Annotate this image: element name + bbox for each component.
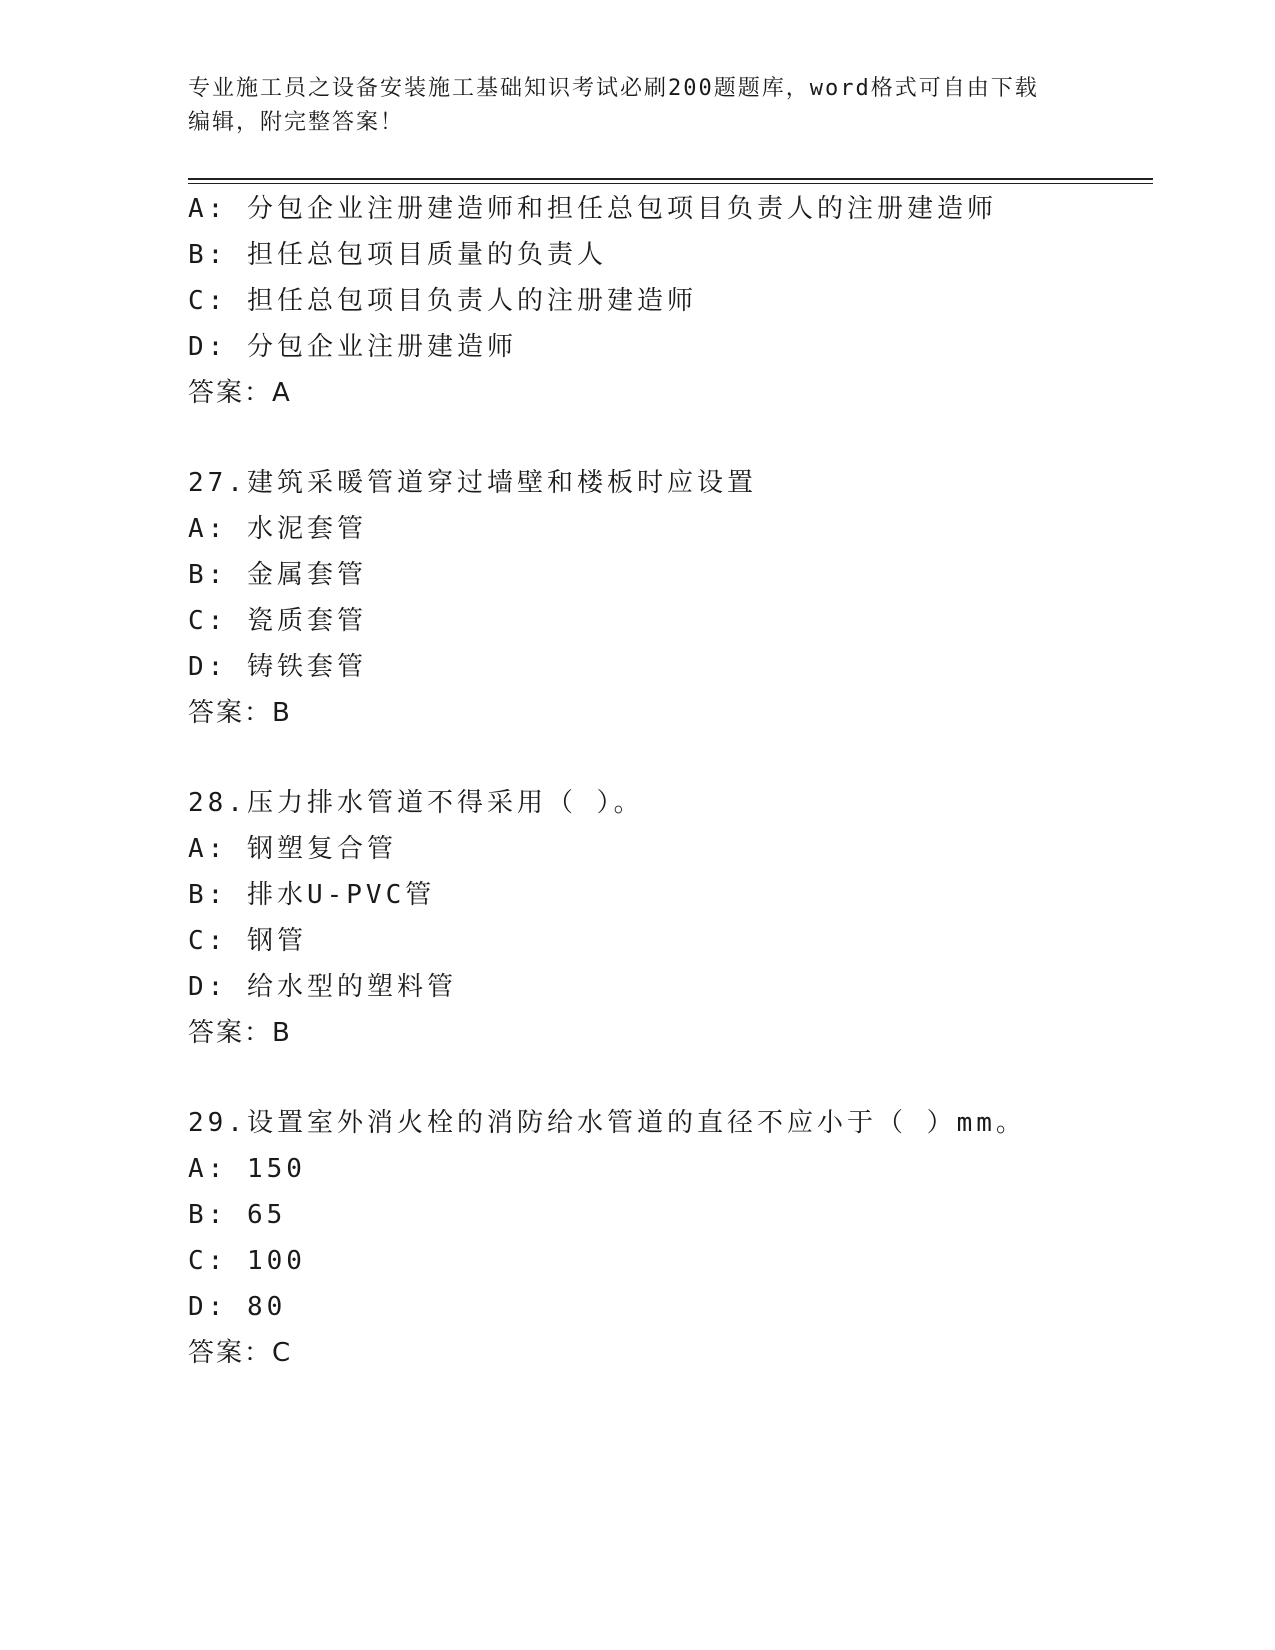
option-c: C: 瓷质套管 xyxy=(188,606,367,636)
option-c: C: 钢管 xyxy=(188,926,307,956)
answer-line: 答案：B xyxy=(188,1018,292,1048)
question-list xyxy=(188,186,1148,1376)
question-28 xyxy=(188,780,1148,1056)
option-a: A: 分包企业注册建造师和担任总包项目负责人的注册建造师 xyxy=(188,194,997,224)
option-a: A: 水泥套管 xyxy=(188,514,367,544)
option-c: C: 100 xyxy=(188,1246,306,1276)
question-gap xyxy=(188,416,1148,460)
option-d: D: 给水型的塑料管 xyxy=(188,972,457,1002)
header-line-1: 专业施工员之设备安装施工基础知识考试必刷200题题库，word格式可自由下载 xyxy=(188,76,1039,101)
option-b: B: 65 xyxy=(188,1200,287,1230)
option-b: B: 金属套管 xyxy=(188,560,367,590)
header-line-2: 编辑，附完整答案！ xyxy=(188,110,405,135)
question-stem: 27.建筑采暖管道穿过墙壁和楼板时应设置 xyxy=(188,468,757,498)
answer-line: 答案：C xyxy=(188,1338,293,1368)
option-b: B: 排水U-PVC管 xyxy=(188,880,436,910)
header-rule-thin xyxy=(188,183,1153,184)
question-29 xyxy=(188,1100,1148,1376)
document-header xyxy=(188,72,1088,140)
option-d: D: 分包企业注册建造师 xyxy=(188,332,517,362)
answer-line: 答案：A xyxy=(188,378,292,408)
question-gap xyxy=(188,736,1148,780)
option-a: A: 150 xyxy=(188,1154,306,1184)
question-partial xyxy=(188,186,1148,416)
option-c: C: 担任总包项目负责人的注册建造师 xyxy=(188,286,697,316)
question-gap xyxy=(188,1056,1148,1100)
option-d: D: 铸铁套管 xyxy=(188,652,367,682)
option-b: B: 担任总包项目质量的负责人 xyxy=(188,240,607,270)
answer-line: 答案：B xyxy=(188,698,292,728)
option-d: D: 80 xyxy=(188,1292,287,1322)
question-stem: 28.压力排水管道不得采用（ ）。 xyxy=(188,788,644,818)
question-stem: 29.设置室外消火栓的消防给水管道的直径不应小于（ ）mm。 xyxy=(188,1108,1026,1138)
header-rule-thick xyxy=(188,178,1153,180)
question-27 xyxy=(188,460,1148,736)
option-a: A: 钢塑复合管 xyxy=(188,834,397,864)
